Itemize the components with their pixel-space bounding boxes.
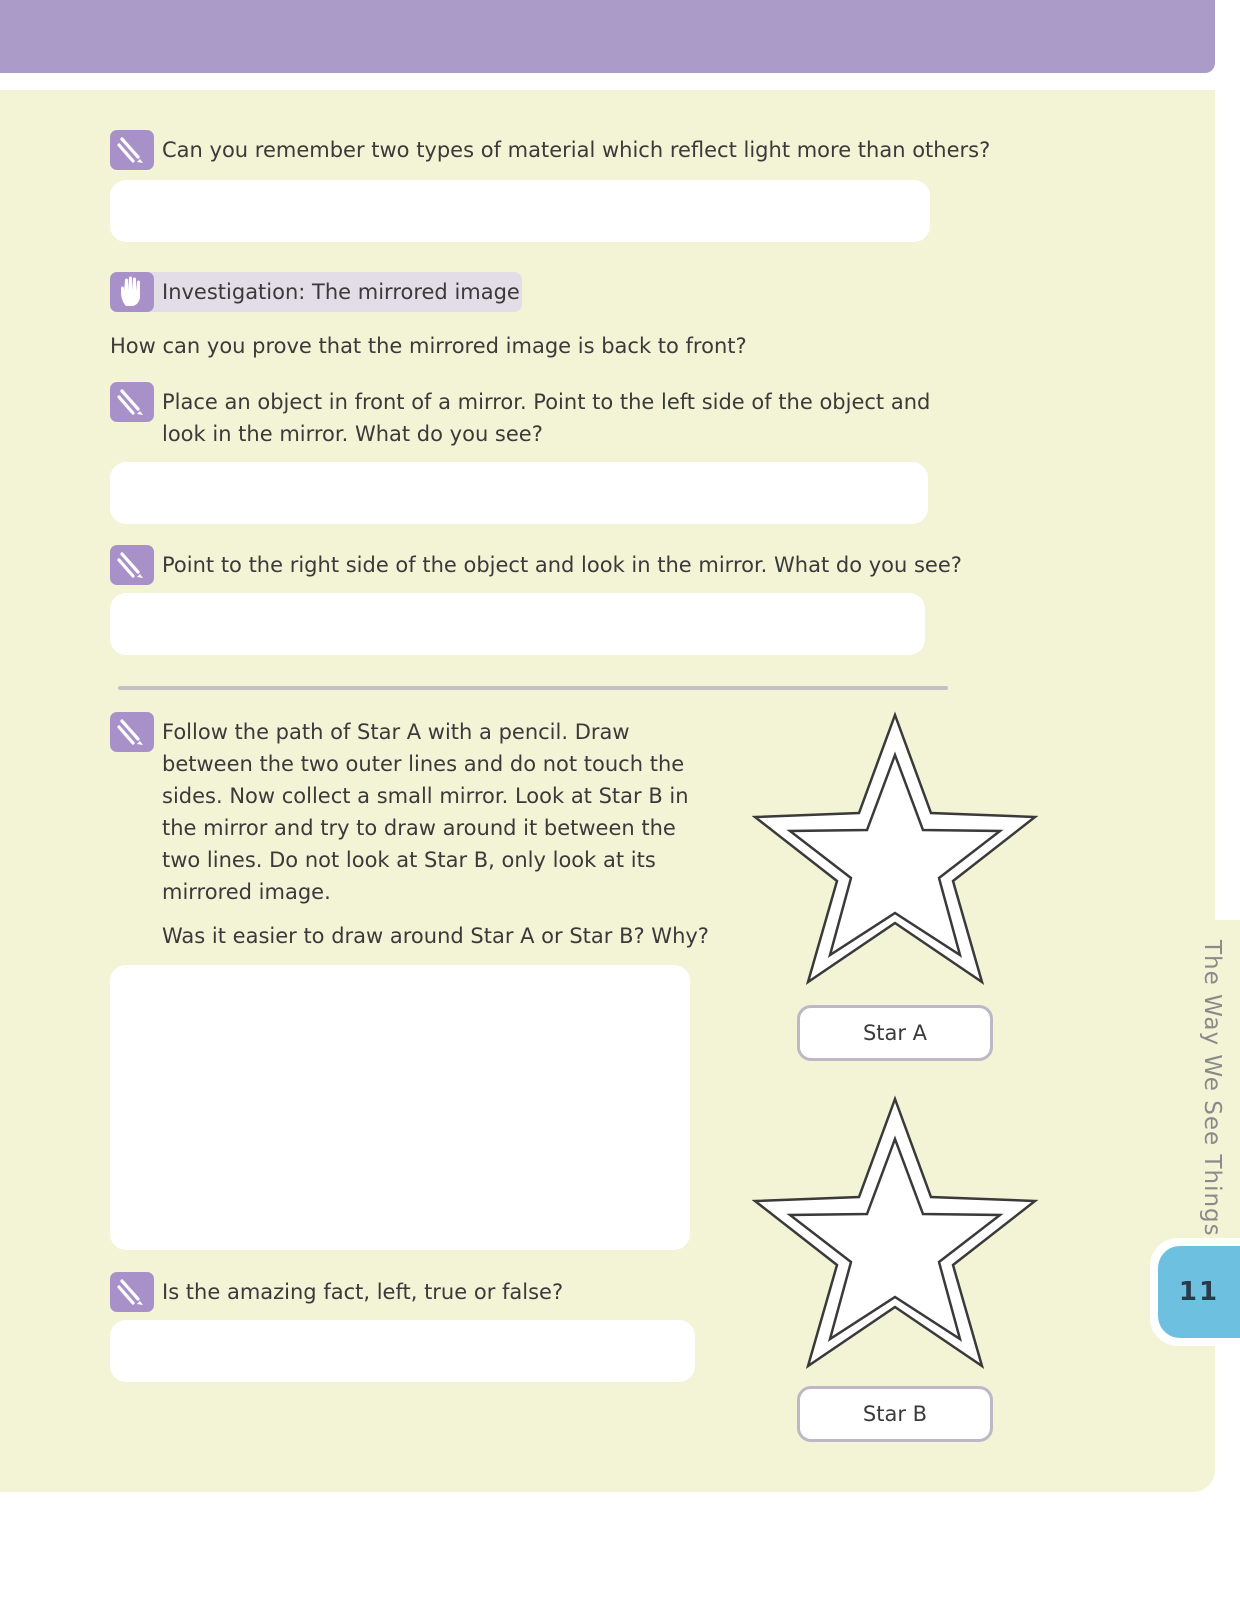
question-3-text: Point to the right side of the object and look in the mirror. What do you see?: [162, 553, 962, 577]
question-4-line: sides. Now collect a small mirror. Look at Star B in: [162, 784, 689, 808]
chapter-title: The Way We See Things: [1199, 940, 1225, 1237]
answer-box-4[interactable]: [110, 965, 690, 1250]
question-5-text: Is the amazing fact, left, true or false?: [162, 1280, 564, 1304]
question-2-line-1: Place an object in front of a mirror. Point to the left side of the object and: [162, 390, 931, 414]
question-1-text: Can you remember two types of material which reflect light more than others?: [162, 138, 991, 162]
star-b-label: Star B: [797, 1386, 993, 1442]
question-4-line: mirrored image.: [162, 880, 331, 904]
pencil-icon: [110, 130, 154, 170]
question-4-followup: Was it easier to draw around Star A or Star B? Why?: [162, 924, 709, 948]
hand-icon: [110, 272, 154, 312]
pencil-icon: [110, 545, 154, 585]
question-4-line: the mirror and try to draw around it between the: [162, 816, 676, 840]
question-4-line: two lines. Do not look at Star B, only look at its: [162, 848, 656, 872]
star-b-drawing[interactable]: [750, 1094, 1040, 1374]
question-4-line: between the two outer lines and do not touch the: [162, 752, 685, 776]
investigation-title: Investigation: The mirrored image: [162, 280, 520, 304]
investigation-prompt: How can you prove that the mirrored image is back to front?: [110, 334, 747, 358]
pencil-icon: [110, 382, 154, 422]
page-number: 11: [1158, 1246, 1240, 1338]
pencil-icon: [110, 1272, 154, 1312]
star-a-label: Star A: [797, 1005, 993, 1061]
answer-box-3[interactable]: [110, 593, 925, 655]
section-divider: [118, 686, 948, 690]
star-a-drawing[interactable]: [750, 710, 1040, 990]
pencil-icon: [110, 712, 154, 752]
answer-box-2[interactable]: [110, 462, 928, 524]
answer-box-5[interactable]: [110, 1320, 695, 1382]
header-bar: [0, 0, 1215, 73]
question-2-line-2: look in the mirror. What do you see?: [162, 422, 543, 446]
question-4-line: Follow the path of Star A with a pencil. Draw: [162, 720, 630, 744]
answer-box-1[interactable]: [110, 180, 930, 242]
